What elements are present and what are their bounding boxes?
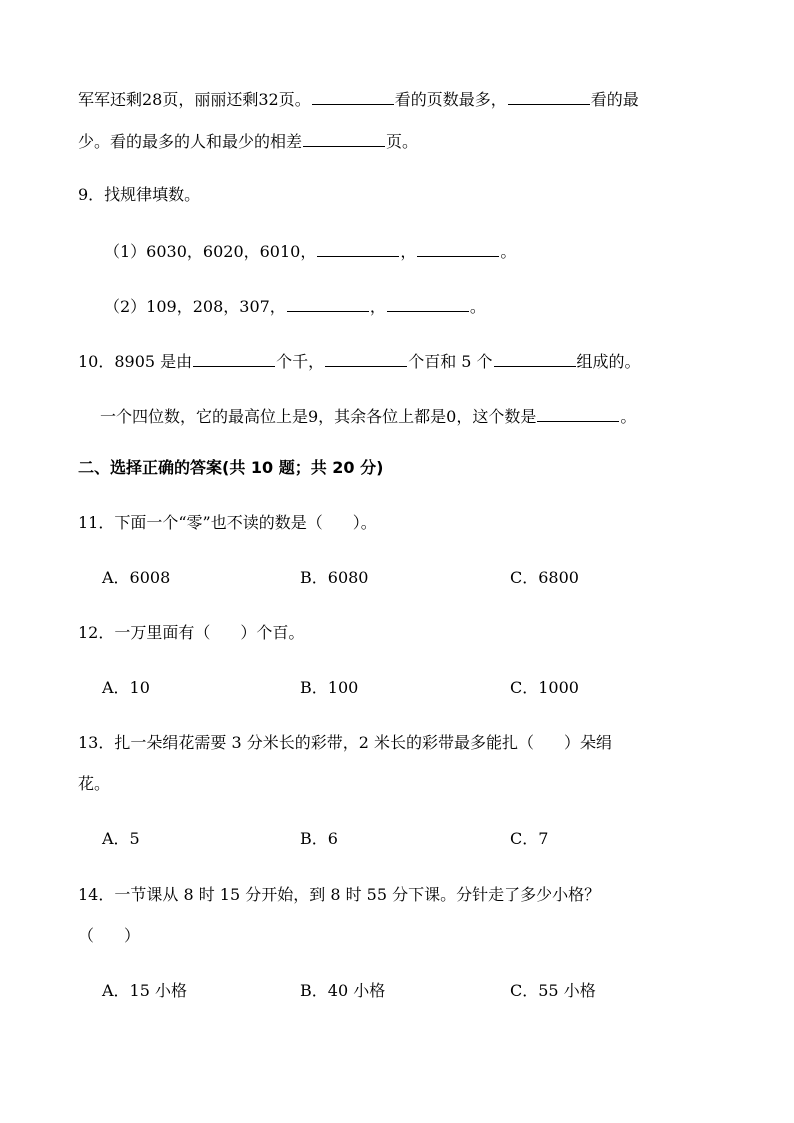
question-8-text-e: 页。 bbox=[386, 132, 419, 151]
option-c[interactable]: C．6800 bbox=[510, 568, 579, 587]
question-12-text-a: 12．一万里面有（ bbox=[78, 623, 211, 642]
question-14-paren-line bbox=[78, 926, 140, 946]
option-a[interactable]: A．5 bbox=[102, 829, 140, 848]
question-8-text-d: 少。看的最多的人和最少的相差 bbox=[78, 132, 303, 151]
end-mark: 。 bbox=[469, 297, 486, 316]
question-9-part-1 bbox=[104, 240, 516, 262]
question-11-text-a: 11．下面一个“零”也不读的数是（ bbox=[78, 513, 323, 532]
question-13-text-a: 13．扎一朵绢花需要 3 分米长的彩带，2 米长的彩带最多能扎（ bbox=[78, 733, 534, 752]
question-10-text-d: 组成的。 bbox=[576, 352, 641, 371]
question-13-text-b: ）朵绢 bbox=[563, 733, 612, 752]
question-9-1-text: （1）6030，6020，6010， bbox=[104, 242, 317, 261]
question-10-text-e: 一个四位数，它的最高位上是9，其余各位上都是0，这个数是 bbox=[100, 407, 537, 426]
separator: ， bbox=[400, 242, 417, 261]
question-10-line-2 bbox=[100, 405, 636, 427]
separator: ， bbox=[369, 297, 386, 316]
answer-blank[interactable] bbox=[494, 350, 576, 367]
question-11-text-b: ）。 bbox=[352, 513, 377, 532]
question-8-line-1 bbox=[78, 88, 639, 110]
answer-blank[interactable] bbox=[417, 240, 499, 257]
answer-blank[interactable] bbox=[287, 295, 369, 312]
question-8-line-2 bbox=[78, 130, 418, 152]
question-12-text-b: ）个百。 bbox=[240, 623, 305, 642]
option-c[interactable]: C．55 小格 bbox=[510, 981, 596, 1000]
answer-blank[interactable] bbox=[325, 350, 407, 367]
option-b[interactable]: B．40 小格 bbox=[300, 981, 386, 1000]
section-heading: 二、选择正确的答案(共 10 题；共 20 分) bbox=[78, 458, 384, 477]
question-10-text-a: 10．8905 是由 bbox=[78, 352, 193, 371]
question-9-2-text: （2）109，208，307， bbox=[104, 297, 286, 316]
option-c[interactable]: C．7 bbox=[510, 829, 549, 848]
option-a[interactable]: A．15 小格 bbox=[102, 981, 188, 1000]
question-14-stem: 14．一节课从 8 时 15 分开始，到 8 时 55 分下课。分针走了多少小格？ bbox=[78, 885, 601, 904]
question-9-stem: 9．找规律填数。 bbox=[78, 185, 201, 204]
question-10-text-c: 个百和 5 个 bbox=[408, 352, 493, 371]
question-8-text-a: 军军还剩28页，丽丽还剩32页。 bbox=[78, 90, 311, 109]
question-12-stem bbox=[78, 623, 304, 643]
answer-blank[interactable] bbox=[317, 240, 399, 257]
end-mark: 。 bbox=[500, 242, 517, 261]
answer-blank[interactable] bbox=[193, 350, 275, 367]
end-mark: 。 bbox=[620, 407, 637, 426]
question-11-stem bbox=[78, 513, 377, 533]
paren-open: （ bbox=[78, 926, 95, 945]
answer-blank[interactable] bbox=[387, 295, 469, 312]
question-8-text-b: 看的页数最多， bbox=[394, 90, 507, 109]
option-b[interactable]: B．6 bbox=[300, 829, 338, 848]
question-9-part-2 bbox=[104, 295, 486, 317]
question-10-text-b: 个千， bbox=[276, 352, 325, 371]
paren-close: ） bbox=[124, 926, 141, 945]
option-b[interactable]: B．6080 bbox=[300, 568, 369, 587]
option-a[interactable]: A．10 bbox=[102, 678, 150, 697]
option-a[interactable]: A．6008 bbox=[102, 568, 171, 587]
answer-blank[interactable] bbox=[312, 88, 394, 105]
answer-blank[interactable] bbox=[508, 88, 590, 105]
question-13-stem bbox=[78, 733, 612, 753]
option-c[interactable]: C．1000 bbox=[510, 678, 579, 697]
question-10-line-1 bbox=[78, 350, 641, 372]
question-13-stem-cont: 花。 bbox=[78, 774, 111, 793]
question-8-text-c: 看的最 bbox=[590, 90, 639, 109]
answer-blank[interactable] bbox=[537, 405, 619, 422]
answer-blank[interactable] bbox=[303, 130, 385, 147]
option-b[interactable]: B．100 bbox=[300, 678, 359, 697]
